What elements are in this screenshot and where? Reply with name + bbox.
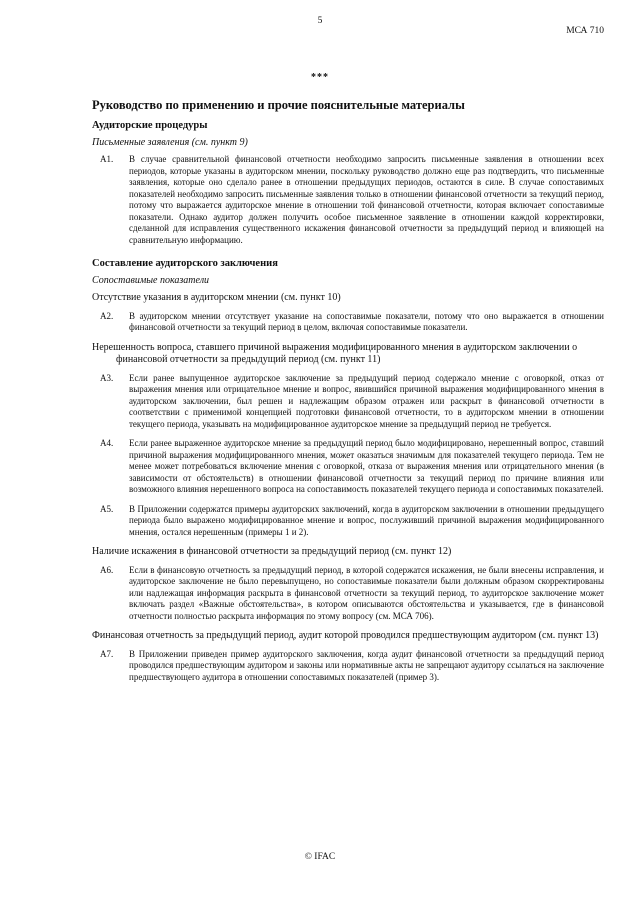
paragraph-a3 bbox=[92, 373, 604, 431]
paragraph-a7 bbox=[92, 649, 604, 684]
paragraph-a6 bbox=[92, 565, 604, 623]
paragraph-text: Если ранее выпущенное аудиторское заключение за предыдущий период содержало мнение с оговоркой, отказ от выражения мнения или отрицательное мнение и вопрос, явившийся причиной выражения модифицированного мнения в аудиторском заключении, был решен и надлежащим образом отражен или раскрыт в финансовой отчетности в соответствии с применимой концепцией подготовки финансовой отчетности, то в аудиторском мнении в отношении текущего периода, указывать на модифицированное аудиторское мнение за предыдущий период не требуется. bbox=[129, 372, 604, 429]
heading-comparative-figures: Сопоставимые показатели bbox=[92, 275, 210, 286]
heading-written-statements: Письменные заявления (см. пункт 9) bbox=[92, 137, 248, 148]
subheading-no-reference: Отсутствие указания в аудиторском мнении (см. пункт 10) bbox=[92, 292, 341, 303]
main-heading: Руководство по применению и прочие пояснительные материалы bbox=[92, 98, 465, 112]
paragraph-number: A3. bbox=[100, 372, 114, 383]
copyright-footer: © IFAC bbox=[304, 852, 336, 862]
paragraph-number: A1. bbox=[100, 154, 114, 164]
standard-reference: МСА 710 bbox=[566, 26, 604, 36]
paragraph-number: A7. bbox=[100, 648, 114, 659]
heading-audit-procedures: Аудиторские процедуры bbox=[92, 120, 208, 131]
paragraph-a2 bbox=[92, 311, 604, 334]
page-number: 5 bbox=[317, 16, 323, 26]
paragraph-text: Если ранее выраженное аудиторское мнение за предыдущий период было модифицировано, нерешенный вопрос, ставший причиной выражения модифицированного мнения, может оказаться значимым для показателей текущего периода. Тем не менее может потребоваться включение мнения с оговоркой, отказа от выражения мнения или отрицательного мнения (в зависимости от обстоятельств) в отношении финансовой отчетности за текущий период по причине влияния или возможного влияния нерешенного вопроса на сопоставимость показателей текущего периода и сопоставимых показателей. bbox=[129, 438, 604, 494]
subheading-predecessor-auditor: Финансовая отчетность за предыдущий период, аудит которой проводился предшествующим аудитором (см. пункт 13) bbox=[92, 630, 599, 641]
paragraph-number: A6. bbox=[100, 564, 114, 575]
paragraph-text: В аудиторском мнении отсутствует указание на сопоставимые показатели, потому что оно выражается в отношении финансовой отчетности за текущий период в целом, включая сопоставимые показатели. bbox=[129, 310, 604, 332]
paragraph-text: В случае сравнительной финансовой отчетности необходимо запросить письменные заявления в отношении всех периодов, которые указаны в аудиторском мнении, поскольку руководство должно еще раз подтвердить, что письменные заявления, которые оно сделало ранее в отношении предыдущих периодов, остаются в силе. В случае сопоставимых показателей необходимо запросить письменные заявления только в отношении финансовой отчетности за текущий период, потому что выражается аудиторское мнение в отношении той финансовой отчетности, которая включает сопоставимые показатели. Однако аудитор должен получить особое письменное заявление в отношении каждой корректировки, сделанной для исправления существенного искажения финансовой отчетности за предыдущий период и влияющей на сравнительную информацию. bbox=[129, 154, 604, 245]
subheading-unresolved-matter: Нерешенность вопроса, ставшего причиной выражения модифицированного мнения в аудиторском заключении о финансовой отчетности за предыдущий период (см. пункт 11) bbox=[92, 341, 578, 365]
section-separator: *** bbox=[311, 72, 329, 83]
paragraph-number: A4. bbox=[100, 438, 114, 448]
paragraph-text: В Приложении приведен пример аудиторского заключения, когда аудит финансовой отчетности за предыдущий период проводился предшествующим аудитором и законы или нормативные акты не запрещают аудитору ссылаться на заключение предшествующего аудитора в отношении сопоставимых показателей (пример 3). bbox=[129, 648, 604, 682]
paragraph-text: В Приложении содержатся примеры аудиторских заключений, когда в аудиторском заключении в отношении предыдущего периода было выражено модифицированное мнение и вопрос, послуживший причиной выражения модифицированного мнения, остался нерешенным (примеры 1 и 2). bbox=[129, 503, 604, 537]
paragraph-number: A2. bbox=[100, 310, 114, 321]
paragraph-text: Если в финансовую отчетность за предыдущий период, в которой содержатся искажения, не были внесены исправления, и аудиторское заключение не было перевыпущено, но сопоставимые показатели были должным образом скорректированы или надлежащая информация раскрыта в финансовой отчетности за текущий период, то аудиторское заключение может включать раздел «Важные обстоятельства», в котором описываются обстоятельства и указывается, где в финансовой отчетности полностью раскрыта информация по этому вопросу (см. МСА 706). bbox=[129, 564, 604, 621]
document-body bbox=[92, 98, 604, 691]
paragraph-a4 bbox=[92, 438, 604, 496]
paragraph-a1 bbox=[92, 154, 604, 246]
subheading-misstatement: Наличие искажения в финансовой отчетности за предыдущий период (см. пункт 12) bbox=[92, 546, 452, 557]
paragraph-a5 bbox=[92, 504, 604, 539]
heading-audit-report: Составление аудиторского заключения bbox=[92, 258, 278, 269]
paragraph-number: A5. bbox=[100, 503, 114, 514]
